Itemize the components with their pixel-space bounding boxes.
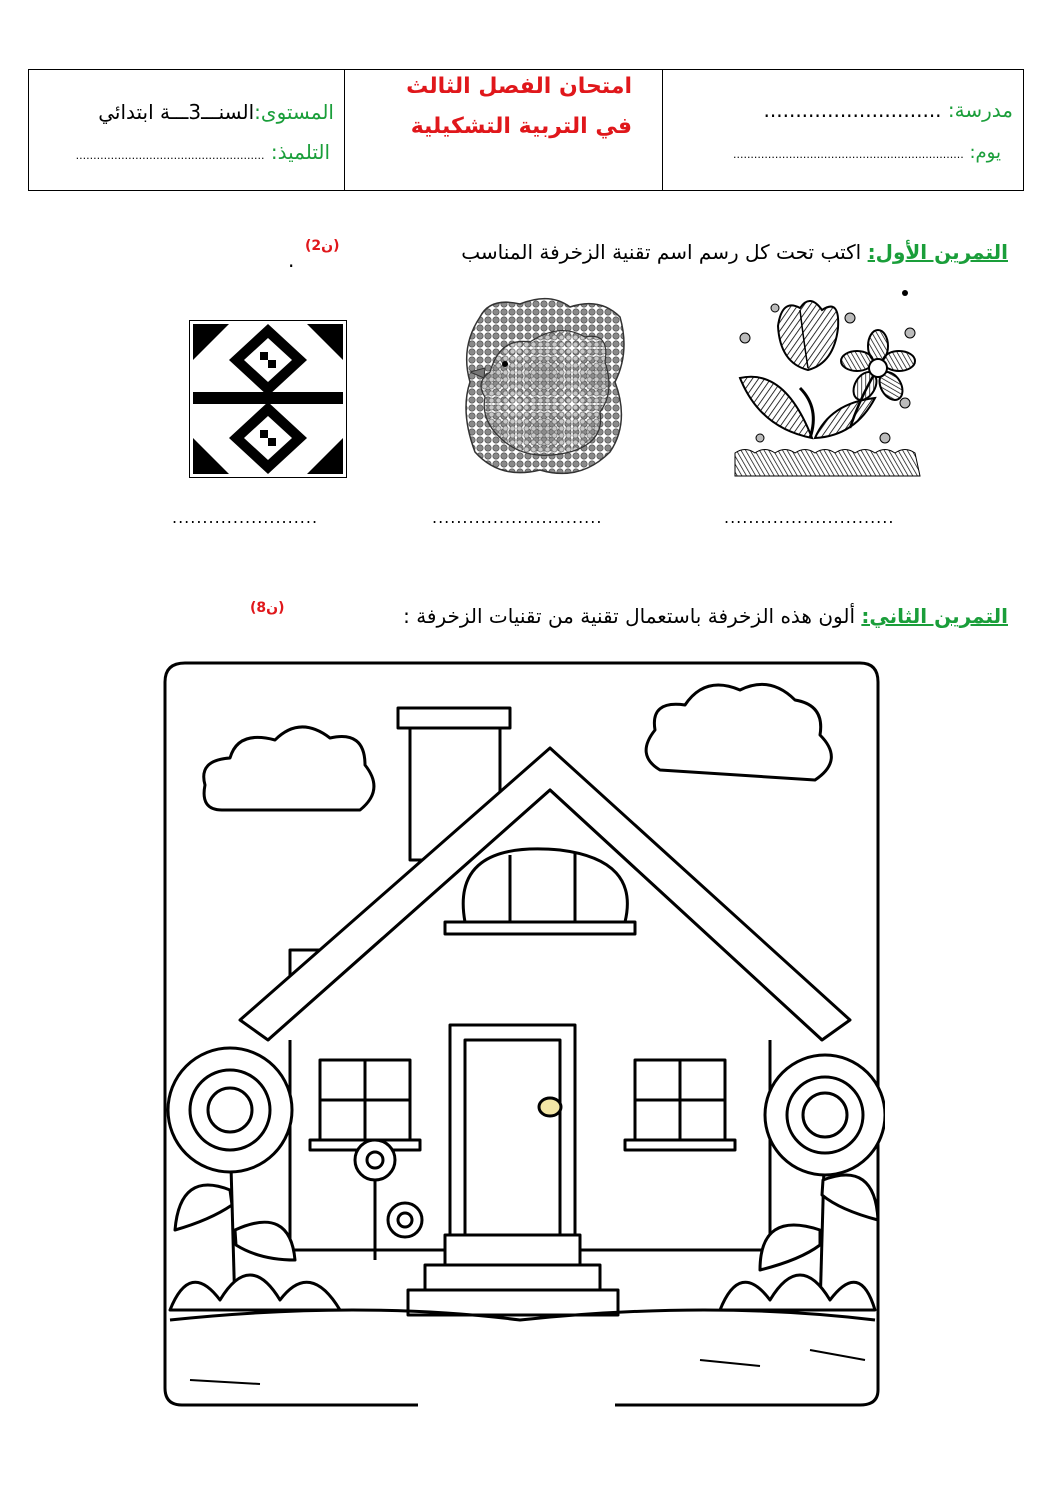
exercise2-points: (8ن) — [250, 600, 285, 616]
day-line — [733, 142, 1001, 163]
school-label: مدرسة: — [947, 98, 1013, 122]
level-value: السنـــ3ـــة ابتدائي — [98, 100, 255, 124]
exercise2-line — [403, 604, 1008, 628]
exercise2-instruction: ألون هذه الزخرفة باستعمال تقنية من تقنيات الزخرفة : — [403, 604, 855, 628]
answer-line-1[interactable]: ............................ — [724, 508, 895, 527]
exam-title-line1: امتحان الفصل الثالث — [406, 74, 632, 99]
geometric-black-white-pattern — [189, 320, 347, 478]
day-dots: .................................................................. — [732, 148, 964, 161]
day-label: يوم: — [969, 142, 1001, 163]
exercise1-period: . — [288, 248, 295, 272]
dotted-bird-drawing — [460, 292, 630, 482]
exercise1-title: التمرين الأول: — [867, 240, 1008, 264]
title-cell — [345, 70, 663, 190]
answer-line-3[interactable]: ........................ — [172, 508, 319, 527]
flower-hatching-drawing — [730, 288, 925, 478]
exercise1-points: (2ن) — [305, 238, 340, 254]
exercise1-instruction: اكتب تحت كل رسم اسم تقنية الزخرفة المناسب — [461, 240, 862, 264]
school-dots: ............................ — [763, 98, 942, 122]
level-label: المستوى: — [254, 100, 334, 124]
level-line — [98, 100, 334, 124]
school-line — [764, 98, 1013, 122]
exam-title-line2: في التربية التشكيلية — [410, 114, 632, 139]
student-dots: ...................................................... — [75, 149, 265, 162]
level-cell — [29, 70, 345, 190]
school-cell — [663, 70, 1023, 190]
exercise2-title: التمرين الثاني: — [861, 604, 1008, 628]
exercise1-line — [461, 240, 1008, 264]
student-line — [76, 140, 330, 164]
house-coloring-page[interactable] — [160, 660, 885, 1410]
answer-line-2[interactable]: ............................ — [432, 508, 603, 527]
header-table — [28, 69, 1024, 191]
student-label: التلميذ: — [270, 140, 330, 164]
